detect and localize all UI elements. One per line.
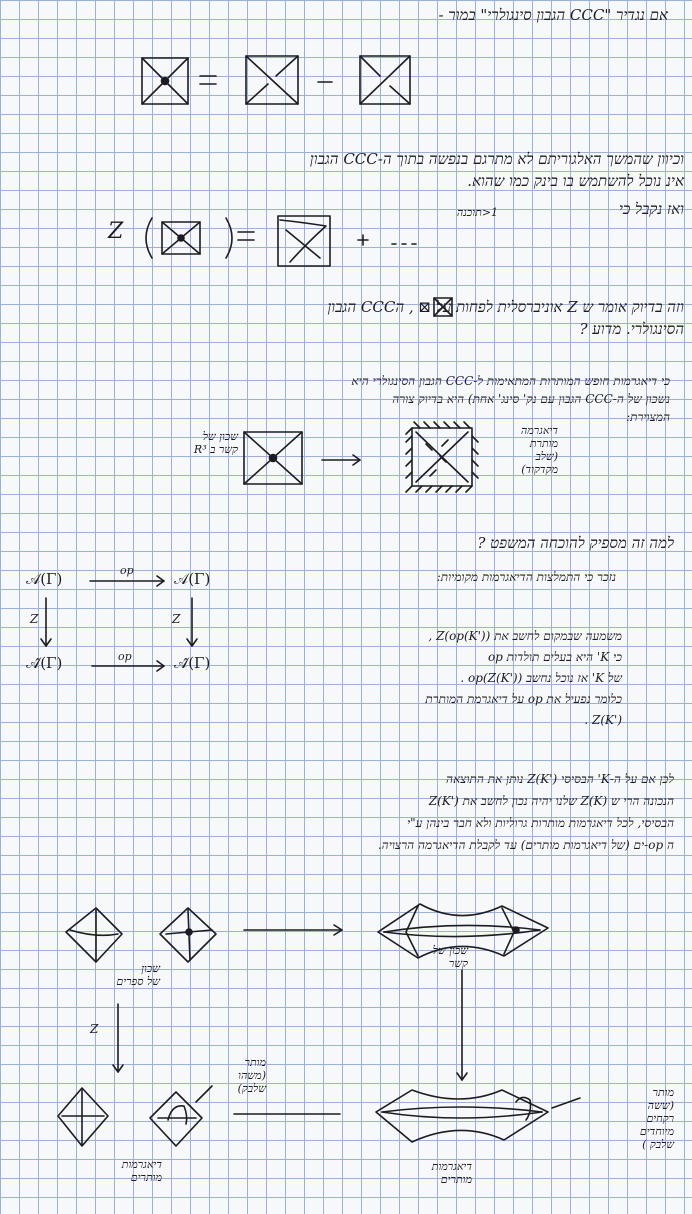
intro-line: ואז נקבל כי bbox=[619, 200, 684, 218]
equals-sign bbox=[200, 76, 216, 84]
bottom-knot-tube bbox=[376, 1090, 580, 1142]
locality-paragraph: נזכר כי התמלצות הדיאגרמות מקומיות: bbox=[436, 570, 616, 584]
cd-top-right: 𝒜(Γ) bbox=[174, 570, 211, 588]
allowed-note-small: מותר (משהו שלבק) bbox=[237, 1056, 266, 1095]
cd-bottom-left: 𝒜̂(Γ) bbox=[26, 654, 63, 672]
op-explanation-paragraph: משמעה שבמקום לחשב את Z(op(K')) , כי K' היא בעלים תולדות op של K' אז נוכל נחשב op(Z(K')) . כלומר נפעיל את op על דיאגרמת המותרת Z(K') . bbox=[425, 629, 622, 727]
bottom-diamond-2 bbox=[150, 1092, 202, 1146]
allowed-note-right: מותר (ששה רקחים מיוחדים שלבק ) bbox=[639, 1086, 674, 1151]
z-singular-box bbox=[162, 222, 200, 254]
question-line: למה זה מספיק להוכחה המשפט ? bbox=[477, 534, 674, 552]
z-symbol: Z bbox=[108, 219, 124, 244]
z-rhs-label: 1<תוכנה bbox=[456, 206, 498, 219]
paragraph-algorithm: וכיוון שהמשך האלגוריתם לא מתרגם בנפשה בתוך ה-CCC הגבון אינ נוכל להשתמש בו בינק כמו שהוא. bbox=[309, 150, 684, 190]
sphere-diamond-2 bbox=[160, 908, 216, 962]
knot-cover-label: שכון של קשר ב R³ bbox=[193, 430, 238, 456]
z-result-box bbox=[278, 216, 330, 266]
knot-embedding-label: שכון של קשר bbox=[432, 944, 468, 970]
right-down-arrow bbox=[457, 970, 467, 1080]
inline-boxed-x bbox=[434, 298, 452, 316]
cd-top-left: 𝒜(Γ) bbox=[26, 570, 63, 588]
hatched-diagram bbox=[406, 422, 478, 492]
bottom-diamond-1 bbox=[58, 1088, 108, 1146]
z-lower-arrow-label: Z bbox=[90, 1022, 99, 1036]
allowed-diagram-label: דיאגרמה מותרת (שלב מקדקוד) bbox=[520, 424, 558, 476]
cd-bottom-op: op bbox=[118, 650, 132, 663]
allowed-diagrams-label-left: דיאגרמות מותרים bbox=[121, 1158, 162, 1184]
singular-crossing-box bbox=[142, 58, 188, 104]
top-right-arrow bbox=[244, 925, 342, 935]
knot-tube bbox=[378, 904, 548, 958]
negative-crossing-box bbox=[360, 56, 410, 104]
left-down-arrow bbox=[113, 1004, 123, 1072]
conclusion-paragraph: לכן אם על ה-K' הבסיסי Z(K') נותן את התוצאה הנכונה הרי ש Z(K) שלנו יהיה נכון לחשב את Z(K') הבסיסי, לכל דיאגרמות מותרות גרוליות ולא חבר בינהן ע"י ה op-ים (של דיאגרמות מותרים) עד לקבלת הדיאגרמה הרצויה. bbox=[377, 772, 674, 852]
z-parens bbox=[146, 218, 232, 258]
sphere-embedding-label: שכון של ספרים bbox=[116, 962, 160, 988]
positive-crossing-box bbox=[246, 56, 298, 104]
cd-bottom-right: 𝒜̂(Γ) bbox=[174, 654, 211, 672]
allowed-note-arrow bbox=[196, 1086, 212, 1102]
z-plus-dots bbox=[358, 235, 416, 245]
allowed-diagrams-label-right: דיאגרמות מותרים bbox=[431, 1160, 472, 1186]
diagrams-paragraph: כי דיאגרמות חופש המותרות המתאימות ל-CCC הגבון הסינגולרי היא נשכון של ה-CCC הגבון עם נק' סינג' אחת) היא בדיוק צורה המצוירת: bbox=[351, 374, 670, 424]
cd-arrows bbox=[41, 576, 197, 671]
cd-top-op: op bbox=[120, 564, 134, 577]
heading-line: אם נגדיר "CCC הגבון סינגולרי" במור - bbox=[438, 6, 668, 24]
cd-left-z: Z bbox=[30, 612, 39, 626]
knot-cover-box bbox=[244, 432, 302, 484]
z-equals bbox=[238, 232, 254, 240]
cd-right-z: Z bbox=[172, 612, 181, 626]
knot-arrow bbox=[322, 455, 360, 465]
sphere-diamond-1 bbox=[66, 908, 122, 962]
universality-paragraph: וזה בדיוק אומר ש Z אוניברסלית לפחות על ⊠ , הCCC הגבון הסינגולרי. מדוע ? bbox=[327, 298, 684, 338]
